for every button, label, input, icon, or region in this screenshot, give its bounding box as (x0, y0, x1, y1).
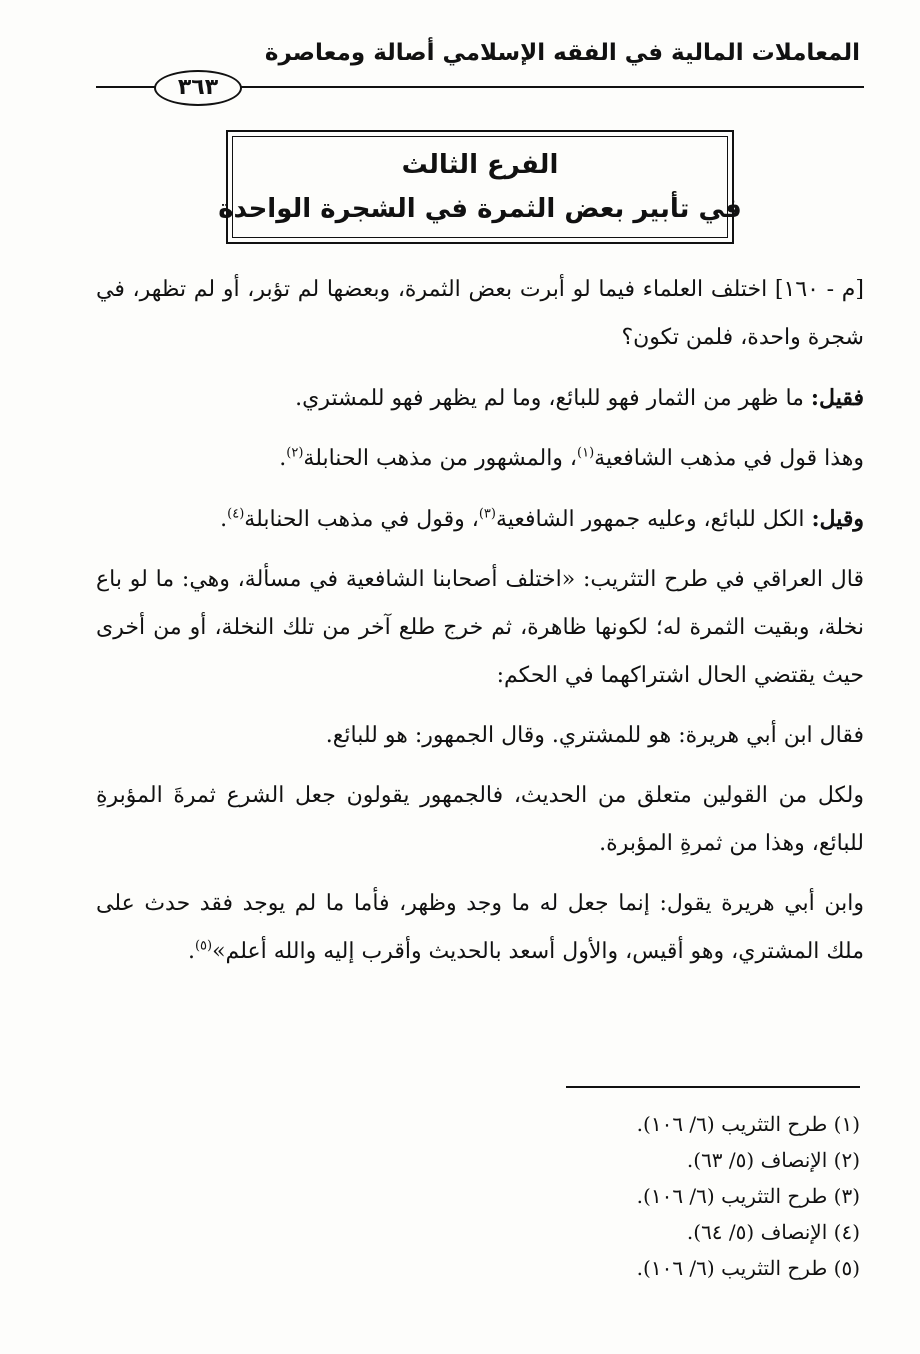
body-text (96, 266, 864, 988)
paragraph-text: ، والمشهور من مذهب الحنابلة (303, 446, 578, 471)
footnote-ref[interactable]: (٢) (286, 445, 304, 461)
footnotes (300, 1106, 860, 1286)
paragraph: ولكل من القولين متعلق من الحديث، فالجمهور يقولون جعل الشرع ثمرةَ المؤبرةِ للبائع، وهذا من ثمرةِ المؤبرة. (96, 783, 864, 856)
section-title: الفرع الثالث (401, 150, 559, 180)
paragraph: فقال ابن أبي هريرة: هو للمشتري. وقال الجمهور: هو للبائع. (325, 723, 864, 748)
paragraph (96, 435, 864, 483)
footnote-ref[interactable]: (٤) (227, 506, 245, 522)
footnote-separator (566, 1086, 860, 1088)
paragraph: [م - ١٦٠] اختلف العلماء فيما لو أبرت بعض الثمرة، وبعضها لم تؤبر، أو لم تظهر، في شجرة واحدة، فلمن تكون؟ (96, 277, 864, 350)
page-number: ٣٦٣ (177, 75, 219, 100)
page-number-badge (154, 70, 242, 106)
paragraph: قال العراقي في طرح التثريب: «اختلف أصحابنا الشافعية في مسألة، وهي: ما لو باع نخلة، وبقيت الثمرة له؛ لكونها ظاهرة، ثم خرج طلع آخر من تلك النخلة، أو من أخرى حيث يقتضي الحال اشتراكهما في الحكم: (96, 567, 864, 688)
paragraph-lead: فقيل: (810, 385, 864, 411)
paragraph-text: ما ظهر من الثمار فهو للبائع، وما لم يظهر فهو للمشتري. (295, 386, 811, 411)
paragraph-text: الكل للبائع، وعليه جمهور الشافعية (495, 507, 812, 532)
paragraph (96, 495, 864, 544)
section-heading-box (218, 130, 742, 244)
footnote-ref[interactable]: (٥) (194, 938, 213, 954)
paragraph-text: ، وقول في مذهب الحنابلة (244, 507, 479, 532)
paragraph-lead: وقيل: (811, 506, 864, 532)
footnote: (٥) طرح التثريب (٦/ ١٠٦). (636, 1256, 860, 1280)
footnote: (٣) طرح التثريب (٦/ ١٠٦). (636, 1184, 860, 1208)
paragraph-text: وهذا قول في مذهب الشافعية (594, 446, 864, 471)
running-title: المعاملات المالية في الفقه الإسلامي أصالة ومعاصرة (264, 40, 860, 66)
paragraph-end: . (220, 507, 228, 532)
footnote: (٤) الإنصاف (٥/ ٦٤). (686, 1220, 860, 1244)
paragraph (96, 880, 864, 976)
paragraph-end: . (279, 446, 287, 471)
footnote-ref[interactable]: (٣) (478, 506, 496, 522)
paragraph-text: وابن أبي هريرة يقول: إنما جعل له ما وجد وظهر، فأما ما لم يوجد فقد حدث على ملك المشتري، وهو أقيس، والأول أسعد بالحديث وأقرب إليه والله أعلم» (96, 891, 864, 964)
footnote: (٢) الإنصاف (٥/ ٦٣). (686, 1148, 860, 1172)
paragraph-end: . (187, 939, 195, 964)
paragraph (96, 374, 864, 423)
section-heading-frame (218, 136, 742, 238)
footnote: (١) طرح التثريب (٦/ ١٠٦). (636, 1112, 860, 1136)
footnote-ref[interactable]: (١) (577, 445, 595, 461)
section-subtitle: في تأبير بعض الثمرة في الشجرة الواحدة (218, 194, 742, 224)
